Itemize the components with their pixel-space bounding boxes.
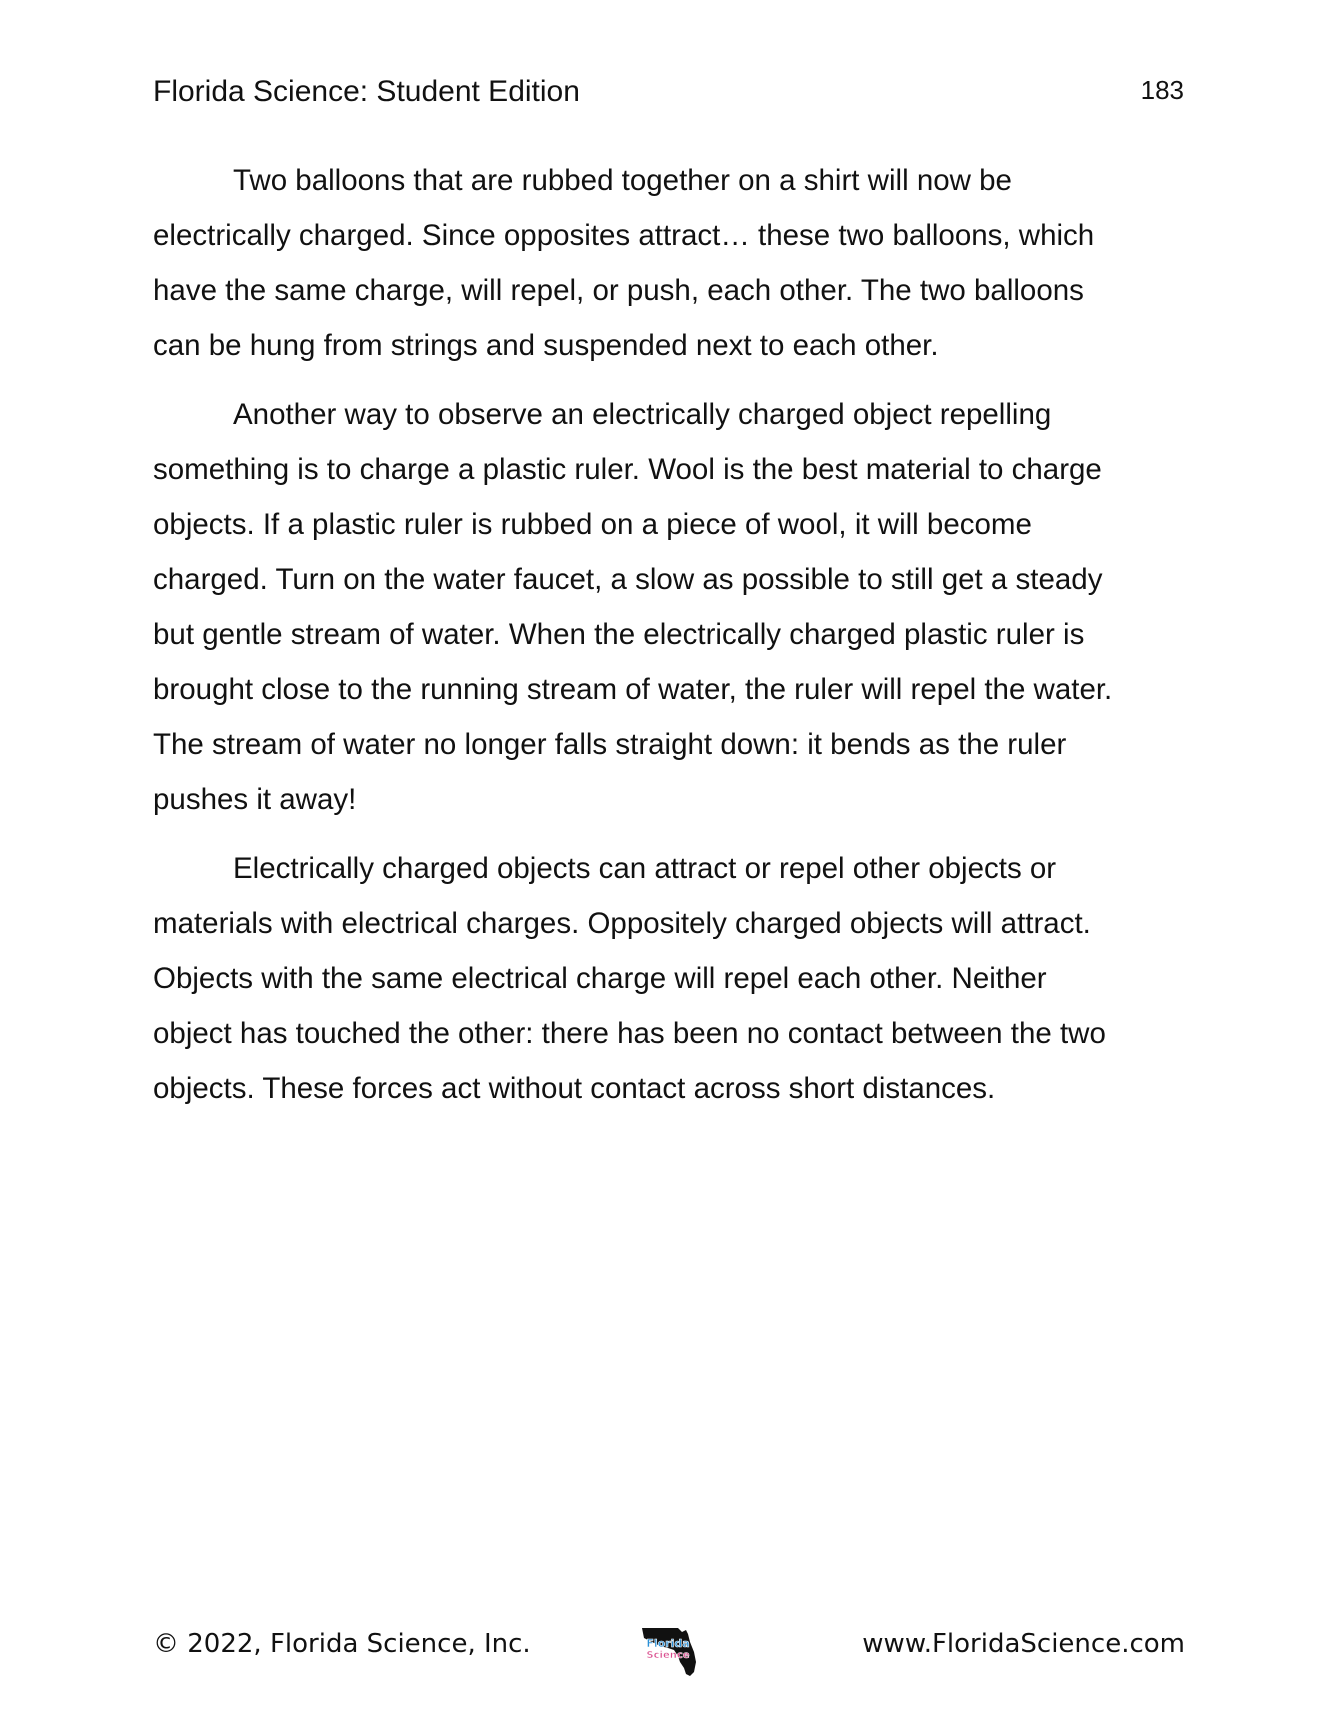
logo-text-florida: Florida (646, 1637, 690, 1650)
paragraph-line: but gentle stream of water. When the electrically charged plastic ruler is (153, 618, 1085, 651)
paragraph-line: brought close to the running stream of water, the ruler will repel the water. (153, 673, 1113, 706)
paragraph-line: pushes it away! (153, 783, 357, 816)
page-number: 183 (1140, 75, 1184, 105)
paragraph-line: The stream of water no longer falls straight down: it bends as the ruler (153, 728, 1067, 761)
paragraph-line: charged. Turn on the water faucet, a slow as possible to still get a steady (153, 563, 1103, 596)
florida-science-logo-graphic (638, 1620, 702, 1680)
paragraph-line: electrically charged. Since opposites attract… these two balloons, which (153, 219, 1095, 252)
paragraph-line: have the same charge, will repel, or push, each other. The two balloons (153, 274, 1084, 307)
logo-text-science: Science (646, 1650, 690, 1661)
paragraph-line: objects. These forces act without contact across short distances. (153, 1072, 996, 1105)
paragraph-line: Another way to observe an electrically charged object repelling (233, 398, 1052, 431)
paragraph-attract-repel (153, 841, 1203, 1116)
paragraph-line: something is to charge a plastic ruler. Wool is the best material to charge (153, 453, 1102, 486)
paragraph-line: can be hung from strings and suspended next to each other. (153, 329, 939, 362)
florida-science-logo-icon (638, 1620, 702, 1680)
paragraph-line: objects. If a plastic ruler is rubbed on a piece of wool, it will become (153, 508, 1032, 541)
paragraph-line: Electrically charged objects can attract or repel other objects or (233, 852, 1057, 885)
copyright-notice: © 2022, Florida Science, Inc. (153, 1629, 531, 1659)
paragraph-line: materials with electrical charges. Oppositely charged objects will attract. (153, 907, 1091, 940)
paragraph-line: object has touched the other: there has been no contact between the two (153, 1017, 1106, 1050)
website-url: www.FloridaScience.com (862, 1629, 1185, 1659)
page-footer (153, 1620, 1185, 1680)
header-title: Florida Science: Student Edition (153, 75, 580, 108)
paragraph-balloons (153, 153, 1203, 373)
paragraph-plastic-ruler (153, 387, 1203, 827)
paragraph-line: Objects with the same electrical charge will repel each other. Neither (153, 962, 1047, 995)
paragraph-line: Two balloons that are rubbed together on a shirt will now be (233, 164, 1012, 197)
body-text (153, 153, 1203, 1130)
